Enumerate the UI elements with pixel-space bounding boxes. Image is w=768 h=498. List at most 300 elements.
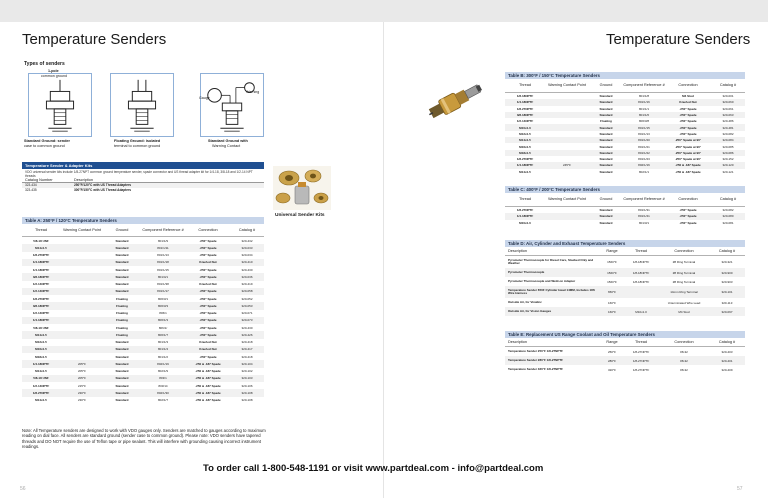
table-cell: M10x1.0 [519,220,531,225]
right-page-title: Temperature Senders [606,31,751,48]
col-catalog: Catalog # [718,248,736,253]
floating-ground-diagram [110,73,174,137]
table-cell: 1/4-18NPTF [32,361,50,366]
table-cell: M4 Stud [682,94,694,99]
table-b [505,72,745,175]
kits-title: Temperature Sender & Adapter Kits [22,162,264,169]
table-cell: 801/1/21 [638,144,650,149]
table-cell: .250" Spade [199,274,217,279]
table-row [505,169,745,175]
kit-catalog-cell: 323-434 [25,183,37,187]
table-cell: M12x1.5 [519,131,531,136]
table-cell: 1/4-18NPTF [32,318,50,323]
table-cell: 806/1/ [158,325,168,330]
table-d-header [505,247,745,256]
table-cell: .250" Spade [199,267,217,272]
right-page-number: 57 [737,486,743,492]
table-cell: M14x1.5 [35,245,47,250]
table-cell: 320-060 [722,100,734,105]
table-cell: .250" Spade [199,303,217,308]
table-cell: Floating [116,318,128,323]
table-cell: 1/8-18NPTF [632,279,650,284]
table-cell: .250" Spade [679,220,697,225]
table-cell: 5/8-18 UNF [33,238,49,243]
table-cell: 320-101 [721,290,733,294]
table-cell: 1/4-18NPTF [516,214,534,219]
table-cell: 320-084 [722,138,734,143]
table-cell: .250" Spade [199,296,217,301]
table-cell: .250 & .187 Spade [195,398,221,403]
table-row [22,302,264,309]
col-description: Description [508,339,527,344]
table-cell: 320-097 [721,309,733,314]
table-cell: 801/1/31 [638,208,650,213]
table-cell: 802/1/19 [157,361,169,366]
table-a-title: Table A: 250°F / 120°C Temperature Senders [22,217,264,224]
table-cell: 320-486 [722,119,734,124]
table-cell: 801/1/15 [638,125,650,130]
table-row [22,273,264,280]
table-c-body [505,207,745,226]
table-cell: 320-113 [721,300,733,305]
table-cell: .250" Spade [199,332,217,337]
table-row [505,347,745,356]
table-cell: .250 & .187 Spade [195,390,221,395]
table-cell: Standard [599,150,613,155]
table-row [505,356,745,365]
table-cell: M16x1.5 [35,347,47,352]
table-row [22,324,264,331]
table-cell: .250" Spade [679,113,697,118]
table-cell: 320-063 [722,113,734,118]
table-cell: .250" Spade [199,318,217,323]
table-cell: 801/1/20 [638,138,650,143]
table-cell: 230°F [77,398,87,403]
table-cell: 160°F [607,309,617,314]
col-thread: Thread [518,83,532,88]
sender-kits-table [22,162,264,193]
table-cell: 801/3/1 [638,220,649,225]
viewer-top-bar [0,0,768,22]
table-cell: 802/1/30 [157,390,169,395]
table-cell: Pyrometer Thermocouple and Weld-on Adapter [508,279,576,283]
col-connection: Connection [678,197,698,202]
table-cell: Standard [599,163,613,168]
table-row [22,281,264,288]
table-cell: 801/1/11 [157,245,169,250]
table-cell: 320-120 [722,163,734,168]
table-cell: 1/2-14NPTF [32,311,50,316]
table-cell: 1/8-27NPTF [516,157,534,162]
table-cell: M4 Stud [678,309,690,314]
col-warning: Warning Contact Point [63,227,101,232]
table-row [22,375,264,382]
table-cell: Knurled Nut [199,340,217,345]
table-cell: Standard [599,100,613,105]
table-c [505,186,745,226]
temperature-sender-photo [422,74,488,128]
table-cell: 5/8-18 UNF [33,325,49,330]
table-cell: 806/3/3 [157,303,168,308]
table-cell: Pyrometer Thermocouple for Diesel Cars, Stacked Only and Weather [508,258,594,265]
table-cell: 1/4-18NPTF [32,267,50,272]
table-cell: 320-036 [241,274,253,279]
table-row [22,389,264,396]
table-cell: Knurled Nut [199,260,217,265]
table-row [22,259,264,266]
col-connection: Connection [674,339,694,344]
table-cell: Floating [116,303,128,308]
table-cell: Standard [115,347,129,352]
table-cell: Knurled Nut [199,282,217,287]
table-cell: .250 & .187 Spade [195,383,221,388]
table-cell: 320-082 [722,208,734,213]
kits-col-catalog: Catalog Number [25,178,53,182]
table-c-header [505,193,745,207]
table-cell: M12x1.5 [35,340,47,345]
table-cell: 801/1/41 [638,214,650,219]
table-cell: M14x1.5 [519,169,531,174]
table-cell: 802/1/9 [157,369,168,374]
table-cell: #8-32 [680,349,688,354]
table-cell: .250" Spade [679,125,697,130]
table-cell: .250" Spade [199,253,217,258]
table-cell: 801/1/4 [157,347,168,352]
table-cell: M18x1.5 [519,150,531,155]
table-cell: Floating [116,311,128,316]
table-cell: .250" Spade at 90° [675,150,701,155]
table-cell: Standard [115,361,129,366]
table-cell: 1560°F [607,279,617,284]
diagram3-gauge-label: Gauge [199,96,210,100]
table-cell: 801/1/13 [157,253,169,258]
table-cell: #8 Ring Terminal [672,270,696,275]
table-d-body [505,256,745,316]
col-thread: Thread [634,339,648,344]
table-row [22,237,264,244]
table-cell: 320-102 [241,369,253,374]
diagram2-caption2: terminal to common ground [114,144,161,148]
table-row [22,317,264,324]
table-cell: 320-086 [722,150,734,155]
table-cell: 320-053 [241,303,253,308]
table-cell: 320-081 [722,220,734,225]
sender-diagram-icon [111,74,173,136]
table-cell: Standard [599,113,613,118]
table-cell: 320-001 [722,94,734,99]
sender-diagram-icon [201,74,263,136]
col-connection: Connection [674,248,694,253]
table-cell: M14x1.5 [519,138,531,143]
table-cell: Floating [600,119,612,124]
table-row [22,360,264,367]
table-cell: 320-061 [722,106,734,111]
table-cell: 320-082 [722,131,734,136]
table-cell: 3/8-18NPTF [516,113,534,118]
table-row [22,295,264,302]
table-cell: .250" Spade [199,325,217,330]
table-cell: Floating [116,332,128,337]
sender-note: Note: All Temperature senders are designed to work with VDO gauges only. Senders are matched to gauges according to maximum reading on dial face. All senders are standard ground (sender case to common ground). Please note: VDO senders have tapered threads and DO NOT require the use of Teflon tape or pipe sealant. This will interfere with grounding causing incorrect instrument readings. [22,428,266,450]
table-cell: 320-419 [241,282,253,287]
table-cell: 320-321 [721,260,733,264]
table-cell: 320°F [607,367,617,372]
table-cell: M16x1.5 [519,144,531,149]
table-cell: 320-426 [241,332,253,337]
table-cell: 1/2-14NPTF [32,289,50,294]
table-row [505,286,745,298]
diagram2-caption: Floating Ground: isolated [114,139,161,143]
table-cell: M10x1.0 [635,309,647,314]
table-cell: Pyrometer Thermocouple [508,270,545,274]
table-e-title: Table E: Replacement US Range Coolant and Oil Temperature Senders [505,331,745,338]
table-cell: Standard [599,131,613,136]
table-cell: .250 & .187 Spade [675,169,701,174]
table-cell: 801/1/6 [638,113,649,118]
table-a-header [22,224,264,237]
diagram3-caption2: Warning Contact [212,144,241,148]
table-a [22,217,264,404]
col-ground: Ground [599,197,613,202]
table-cell: 250°F [607,349,617,354]
table-d-title: Table D: Air, Cylinder and Exhaust Temperature Senders [505,240,745,247]
table-cell: 1/8-18NPTF [632,270,650,275]
table-d [505,240,745,316]
table-cell: 320-121 [722,169,734,174]
table-cell: M18x1.5 [35,354,47,359]
table-cell: 650°F [607,290,617,294]
table-cell: M10x1.0 [519,125,531,130]
table-cell: 320-409 [721,367,733,372]
table-cell: 806/1/3 [157,318,168,323]
table-cell: 1/2-14NPTF [32,383,50,388]
standard-ground-diagram [28,73,92,137]
table-cell: Temperature Sender 650F Cylinder Head 14MM, Includes 18ft Wire Harness [508,288,595,295]
table-row [505,365,745,374]
table-row [22,368,264,375]
col-component: Component Reference # [623,83,665,88]
table-b-body [505,93,745,175]
kit-catalog-cell: 323-435 [25,188,37,192]
kits-description: VDO universal sender kits include 1/8-27NPT common ground temperature sender, spade connector and US thread adapter kit for 1/4-18, 3/8-18 and 1/2-14 NPT threads [25,170,253,177]
table-cell: 215°F [77,383,87,388]
diagram3-caption: Standard Ground with [208,139,248,143]
diagram3-warning-label: Warning [246,90,260,94]
table-cell: 1/8-18NPTF [516,94,534,99]
table-cell: .250" Spade at 90° [675,144,701,149]
table-row [505,268,745,277]
table-cell: 801/1/16 [638,100,650,105]
table-cell: Standard [115,340,129,345]
table-cell: 801/1/8 [638,94,649,99]
table-cell: 320-903 [721,279,733,284]
table-cell: 3/8-18NPTF [32,274,50,279]
table-cell: 320-432 [241,238,253,243]
table-cell: 320-034 [241,253,253,258]
table-cell: Standard [115,274,129,279]
col-component: Component Reference # [142,227,184,232]
table-b-header [505,79,745,93]
table-cell: 320-401 [721,358,733,363]
table-cell: 320-058 [241,289,253,294]
table-cell: .250" Spade [199,311,217,316]
table-cell: Floating [116,325,128,330]
kit-desc-cell: 250°F/120°C with US Thread Adapters [74,183,131,187]
col-catalog: Catalog # [718,339,736,344]
table-cell: 802/1/7 [157,398,168,403]
table-cell: 1/4-18NPTF [516,163,534,168]
warning-contact-diagram [200,73,264,137]
table-cell: 320-152 [722,157,734,162]
table-cell: 1/8-27NPTF [632,349,650,354]
table-cell: Temperature Sender 320°F 1/8-27NPTF [508,367,563,371]
table-row [505,298,745,307]
table-row [22,288,264,295]
table-cell: 806/3/1 [157,296,168,301]
table-b-title: Table B: 300°F / 150°C Temperature Senders [505,72,745,79]
table-cell: 320-430 [241,267,253,272]
table-cell: Standard [115,282,129,287]
table-cell: 801/1/22 [638,150,650,155]
col-range: Range [606,248,618,253]
table-cell: Standard [599,169,613,174]
table-cell: Standard [115,245,129,250]
table-row [22,397,264,404]
table-cell: 320-430 [241,325,253,330]
table-row [22,188,264,193]
table-cell: 1/8-27NPTF [32,390,50,395]
table-cell: Standard [599,125,613,130]
col-range: Range [606,339,618,344]
table-cell: .250 & .187 Spade [195,376,221,381]
table-cell: 320-417 [241,347,253,352]
kit-desc-cell: 300°F/150°C with US Thread Adapters [74,188,131,192]
table-cell: 806/1 [159,311,167,316]
col-connection: Connection [198,227,218,232]
table-cell: 1/4-18NPTF [32,260,50,265]
diagram1-caption: Standard Ground: sender [24,139,70,143]
table-cell: 3/8-18NPTF [32,303,50,308]
table-cell: .250" Spade [679,106,697,111]
col-catalog: Catalog # [238,227,256,232]
table-cell: 1/8-27NPTF [516,106,534,111]
table-row [22,252,264,259]
table-row [505,256,745,268]
table-e-body [505,347,745,374]
table-cell: 803/14 [158,383,168,388]
table-cell: Standard [599,106,613,111]
table-cell: Standard [115,253,129,258]
table-cell: Standard [599,157,613,162]
col-ground: Ground [115,227,129,232]
order-contact-line: To order call 1-800-548-1191 or visit www.partdeal.com - info@partdeal.com [203,463,544,474]
table-cell: 320-103 [241,376,253,381]
table-cell: 801/1/2 [157,354,168,359]
table-cell: .250" Spade [199,354,217,359]
table-cell: 14mm Ring Terminal [670,290,698,294]
table-row [22,353,264,360]
table-cell: 320-481 [722,125,734,130]
universal-sender-kit-photo [273,166,331,210]
table-cell: 280°F [607,358,617,363]
table-row [22,382,264,389]
table-row [22,331,264,338]
table-cell: Standard [599,94,613,99]
table-cell: Standard [599,208,613,213]
table-cell: 801/1/3 [157,340,168,345]
table-cell: .250" Spade [679,119,697,124]
kit-photo-caption: Universal Sender Kits [275,213,325,218]
table-cell: #8-32 [680,367,688,372]
table-cell: Knurled Nut [199,347,217,352]
table-a-body [22,237,264,404]
table-c-title: Table C: 400°F / 200°C Temperature Senders [505,186,745,193]
table-cell: Temperature Sender 250°F 1/8-27NPTF [508,349,563,353]
table-cell: .250" Spade [199,289,217,294]
col-connection: Connection [678,83,698,88]
col-thread: Thread [34,227,48,232]
table-cell: 801/4/1 [157,274,168,279]
table-cell: Standard [115,354,129,359]
table-cell: 245°F [562,163,572,168]
table-cell: Standard [115,383,129,388]
table-cell: Standard [115,289,129,294]
table-cell: 320-106 [241,383,253,388]
table-cell: 320-108 [241,398,253,403]
table-cell: 803/1 [159,376,167,381]
table-e-header [505,338,745,347]
table-cell: .250" Spade at 90° [675,138,701,143]
table-cell: Temperature Sender 280°F 1/8-27NPTF [508,358,563,362]
table-cell: 801/1/23 [638,157,650,162]
table-cell: Unterminated Wire Lead [667,300,701,305]
table-cell: .250" Spade [679,208,697,213]
table-cell: 1/4-18NPTF [516,100,534,105]
table-cell: Outside Air, for Vinalinc [508,300,542,304]
table-cell: Knurled Nut [679,100,697,105]
table-row [22,310,264,317]
table-cell: 802/1/1 [638,169,649,174]
table-cell: .250" Spade at 90° [675,157,701,162]
col-catalog: Catalog # [719,83,737,88]
table-cell: 320-418 [241,340,253,345]
table-row [22,339,264,346]
kits-rows [22,183,264,193]
table-cell: Floating [116,296,128,301]
table-cell: 1560°F [607,260,617,264]
table-cell: Standard [115,267,129,272]
table-cell: 320-033 [241,245,253,250]
table-cell: .250" Spade [679,214,697,219]
col-catalog: Catalog # [719,197,737,202]
col-ground: Ground [599,83,613,88]
table-cell: Standard [115,390,129,395]
table-cell: 320-104 [241,361,253,366]
kits-col-description: Description [74,178,93,182]
table-cell: 1/2-14NPTF [516,119,534,124]
table-cell: 205°F [77,369,87,374]
table-row [22,244,264,251]
table-cell: Standard [115,376,129,381]
types-heading: Types of senders [24,61,65,67]
table-cell: 1/8-18NPTF [632,260,650,264]
table-cell: 320-080 [722,214,734,219]
table-cell: 5/8-18 UNF [33,376,49,381]
table-cell: 801/1/1 [638,106,649,111]
table-cell: 802/1/16 [638,163,650,168]
table-cell: 320-410 [241,260,253,265]
col-thread: Thread [518,197,532,202]
